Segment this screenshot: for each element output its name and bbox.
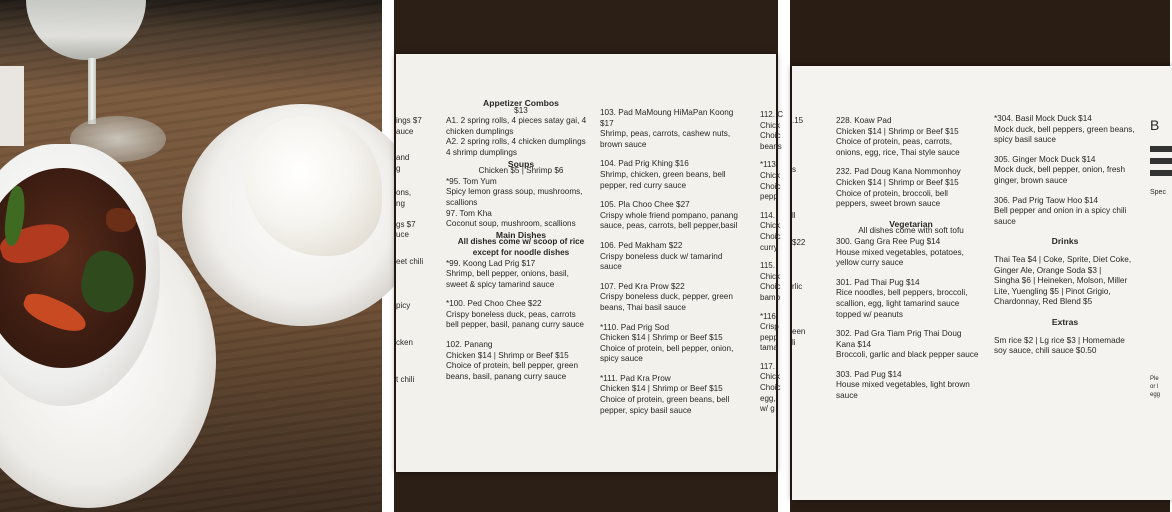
menu-item: *110. Pad Prig Sod Chicken $14 | Shrimp or Beef $15 Choice of protein, bell pepper, onion, spicy sauce <box>600 322 734 364</box>
section-title: Drinks <box>1051 236 1079 247</box>
menu-item: 107. Ped Kra Prow $22 Crispy boneless duck, pepper, green beans, Thai basil sauce <box>600 281 733 312</box>
menu-photo-right <box>790 0 1170 512</box>
heading-bar <box>1150 158 1172 164</box>
food-photo-panel <box>0 0 382 512</box>
duck-piece <box>106 208 136 232</box>
heading-bar <box>1150 170 1172 176</box>
wine-glass-stem <box>88 58 96 124</box>
drinks-list: Thai Tea $4 | Coke, Sprite, Diet Coke, Ginger Ale, Orange Soda $3 | Singha $6 | Heineken, Molson, Miller Lite, Yuengling $5 | Pinot Grigio, Chardonnay, Red Blend $5 <box>994 254 1132 307</box>
menu-column-1: Appetizer Combos $13 A1. 2 spring rolls, 4 pieces satay gai, 4 chicken dumplings A2. 2 spring rolls, 4 chicken dumplings 4 shrimp dumplings Soups Chicken $5 | Shrimp $6 *95. Tom Yum Spicy lemon grass soup, mushrooms, scallions 97. Tom Kha Coconut soup, mushroom, scallions Main Dishes All dishes come w/ scoop of rice except for noodle dishes *99. Koong Lad Prig $17 Shrimp, bell pepper, onions, basil, sweet & spicy tamarind sauce *100. Ped Choo Chee $22 Crispy boneless duck, peas, carrots bell pepper, basil, panang curry sauce 102. Panang Chicken $14 | Shrimp or Beef $15 Choice of protein, bell pepper, green beans, basil, panang curry sauce <box>446 98 596 391</box>
menu-column-2 <box>600 108 750 425</box>
menu-item: 302. Pad Gra Tiam Prig Thai Doug Kana $14 Broccoli, garlic and black pepper sauce <box>836 329 979 360</box>
menu-item: 303. Pad Pug $14 House mixed vegetables, light brown sauce <box>836 369 970 401</box>
menu-item: 300. Gang Gra Ree Pug $14 House mixed vegetables, potatoes, yellow curry sauce <box>836 236 964 268</box>
menu-item: *304. Basil Mock Duck $14 Mock duck, bell peppers, green beans, spicy basil sauce <box>994 114 1135 145</box>
extras-list: Sm rice $2 | Lg rice $3 | Homemade soy sauce, chili sauce $0.50 <box>994 335 1125 356</box>
menu-item: 301. Pad Thai Pug $14 Rice noodles, bell peppers, broccoli, scallion, egg, light tamarind sauce topped w/ peanuts <box>836 277 968 319</box>
menu-page <box>396 54 783 472</box>
section-title: Extras <box>1051 316 1079 327</box>
menu-item: 232. Pad Doug Kana Nommonhoy Chicken $14 | Shrimp or Beef $15 Choice of protein, broccoli, bell peppers, sweet brown sauce <box>836 167 961 209</box>
menu-item: 306. Pad Prig Taow Hoo $14 Bell pepper and onion in a spicy chili sauce <box>994 195 1127 226</box>
cut-off-right-column: B Spec Ple or l egg <box>1150 116 1172 399</box>
menu-item: 228. Koaw Pad Chicken $14 | Shrimp or Beef $15 Choice of protein, peas, carrots, onions, egg, rice, Thai style sauce <box>836 116 960 157</box>
menu-column-1: 228. Koaw Pad Chicken $14 | Shrimp or Beef $15 Choice of protein, peas, carrots, onions, egg, rice, Thai style sauce 232. Pad Doug Kana Nommonhoy Chicken $14 | Shrimp or Beef $15 Choice of protein, broccoli, bell peppers, sweet brown sauce Vegetarian All dishes come with soft tofu 300. Gang Gra Ree Pug $14 House mixed vegetables, potatoes, yellow curry sauce 301. Pad Thai Pug $14 Rice noodles, bell peppers, broccoli, scallion, egg, light tamarind sauce topped w/ peanuts 302. Pad Gra Tiam Prig Thai Doug Kana $14 Broccoli, garlic and black pepper sauce 303. Pad Pug $14 House mixed vegetables, light brown sauce <box>836 116 986 411</box>
menu-paper-corner <box>0 66 24 146</box>
menu-item: 102. Panang Chicken $14 | Shrimp or Beef $15 Choice of protein, bell pepper, green beans, basil, panang curry sauce <box>446 340 578 381</box>
menu-photo-left <box>394 0 783 512</box>
heading-bar <box>1150 146 1172 152</box>
cut-off-right-column: 112. C Chick Choic beans *113. Chick Choic pepp 114. Chick Choic curry 115. Chick Choic bamb *116. Crisp pepp tama 117. Chick Choic egg, w/ g <box>760 110 783 414</box>
menu-item: 104. Pad Prig Khing $16 Shrimp, chicken, green beans, bell pepper, red curry sauce <box>600 159 726 190</box>
menu-item: *99. Koong Lad Prig $17 Shrimp, bell pepper, onions, basil, sweet & spicy tamarind sauce <box>446 258 569 289</box>
menu-column-2 <box>994 114 1136 366</box>
menu-item: 105. Pla Choo Chee $27 Crispy whole friend pompano, panang sauce, peas, carrots, bell pepper,basil <box>600 200 738 231</box>
section-title: Main Dishes <box>495 229 547 240</box>
menu-item: 106. Ped Makham $22 Crispy boneless duck w/ tamarind sauce <box>600 240 723 272</box>
section-title: Soups <box>507 158 535 169</box>
menu-item: 305. Ginger Mock Duck $14 Mock duck, bell pepper, onion, fresh ginger, brown sauce <box>994 154 1126 185</box>
cut-off-left-column: ings $7 auce and g ons, ng gs $7 uce eet chili picy cken t chili <box>396 116 424 384</box>
section-title: Vegetarian <box>889 218 933 229</box>
menu-item: *111. Pad Kra Prow Chicken $14 | Shrimp or Beef $15 Choice of protein, green beans, bell pepper, spicy basil sauce <box>600 373 730 415</box>
menu-item: *100. Ped Choo Chee $22 Crispy boneless duck, peas, carrots bell pepper, basil, panang curry sauce <box>446 299 584 330</box>
section-title: Appetizer Combos <box>483 98 559 108</box>
cut-off-left-column: .15 s ll $22 rlic een li <box>792 116 806 347</box>
menu-item: 103. Pad MaMoung HiMaPan Koong $17 Shrimp, peas, carrots, cashew nuts, brown sauce <box>600 108 734 149</box>
menu-page <box>792 66 1172 500</box>
